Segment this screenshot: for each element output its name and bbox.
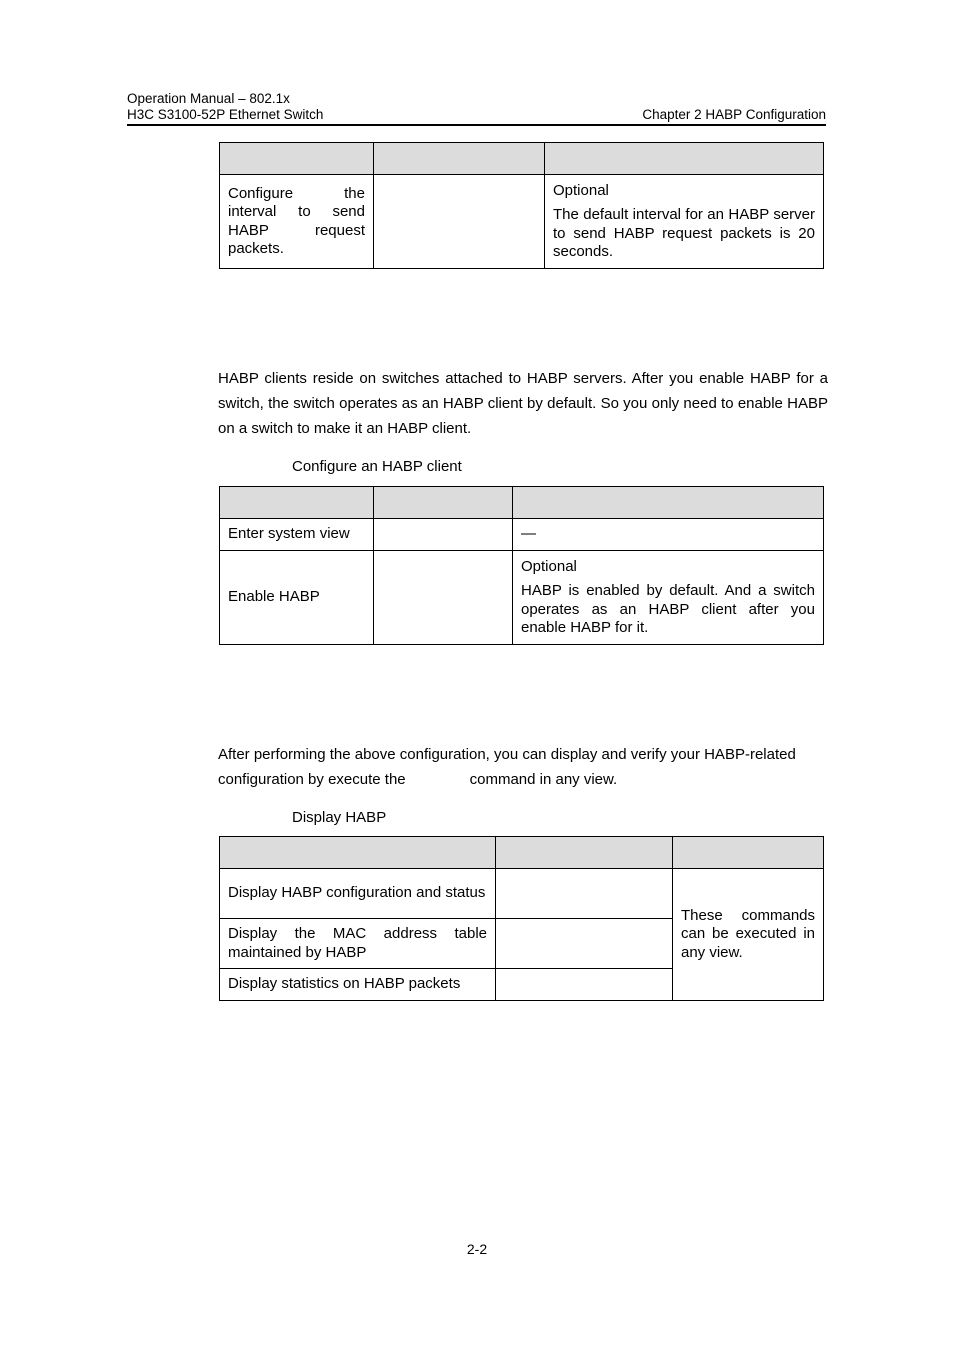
- table-habp-client: [219, 486, 824, 645]
- command-cell: [374, 519, 513, 551]
- operation-cell: Display HABP configuration and status: [220, 869, 496, 919]
- command-cell: [374, 551, 513, 645]
- table-caption-display-habp: Display HABP: [292, 809, 387, 826]
- command-cell: [496, 869, 673, 919]
- operation-cell: Enter system view: [220, 519, 374, 551]
- table-header-cell: [374, 487, 513, 519]
- remarks-cell: —: [513, 519, 824, 551]
- table-row: [220, 551, 824, 645]
- table-header-cell: [496, 837, 673, 869]
- table-row: [220, 519, 824, 551]
- operation-cell: Display the MAC address table maintained by HABP: [220, 919, 496, 969]
- table-header-cell: [545, 143, 824, 175]
- table-row: [220, 869, 824, 919]
- table-header-cell: [220, 143, 374, 175]
- table-caption-habp-client: Configure an HABP client: [292, 458, 462, 475]
- table-row: [220, 175, 824, 269]
- table-header-row: [220, 143, 824, 175]
- table-header-cell: [220, 487, 374, 519]
- table-header-cell: [673, 837, 824, 869]
- display-paragraph-before: After performing the above configuration, you can display and verify your HABP-related configuration by execute the: [218, 746, 796, 788]
- remarks-text: HABP is enabled by default. And a switch operates as an HABP client after you enable HABP for it.: [521, 582, 815, 636]
- operation-cell: Configure the interval to send HABP request packets.: [220, 175, 374, 269]
- header-product-name: H3C S3100-52P Ethernet Switch: [127, 107, 324, 122]
- operation-cell: Display statistics on HABP packets: [220, 969, 496, 1001]
- header-manual-title: Operation Manual – 802.1x: [127, 91, 290, 106]
- display-paragraph: [218, 742, 828, 792]
- header-rule: [127, 124, 826, 126]
- table-habp-server-interval: [219, 142, 824, 269]
- remarks-cell: These commands can be executed in any view.: [673, 869, 824, 1001]
- command-cell: [496, 919, 673, 969]
- command-cell: [496, 969, 673, 1001]
- page-number: 2-2: [466, 1241, 488, 1257]
- habp-client-paragraph: HABP clients reside on switches attached to HABP servers. After you enable HABP for a switch, the switch operates as an HABP client by default. So you only need to enable HABP on a switch to make it an HABP client.: [218, 370, 828, 437]
- remarks-optional: Optional: [521, 557, 577, 575]
- remarks-text: The default interval for an HABP server to send HABP request packets is 20 seconds.: [553, 206, 815, 260]
- table-display-habp: [219, 836, 824, 1001]
- table-header-cell: [374, 143, 545, 175]
- remarks-optional: Optional: [553, 181, 609, 199]
- table-header-row: [220, 487, 824, 519]
- command-cell: [374, 175, 545, 269]
- display-paragraph-after: command in any view.: [469, 771, 618, 788]
- header-chapter-title: Chapter 2 HABP Configuration: [642, 107, 826, 122]
- operation-cell: Enable HABP: [220, 551, 374, 645]
- remarks-cell: [513, 551, 824, 645]
- remarks-cell: [545, 175, 824, 269]
- table-header-cell: [513, 487, 824, 519]
- table-header-cell: [220, 837, 496, 869]
- table-header-row: [220, 837, 824, 869]
